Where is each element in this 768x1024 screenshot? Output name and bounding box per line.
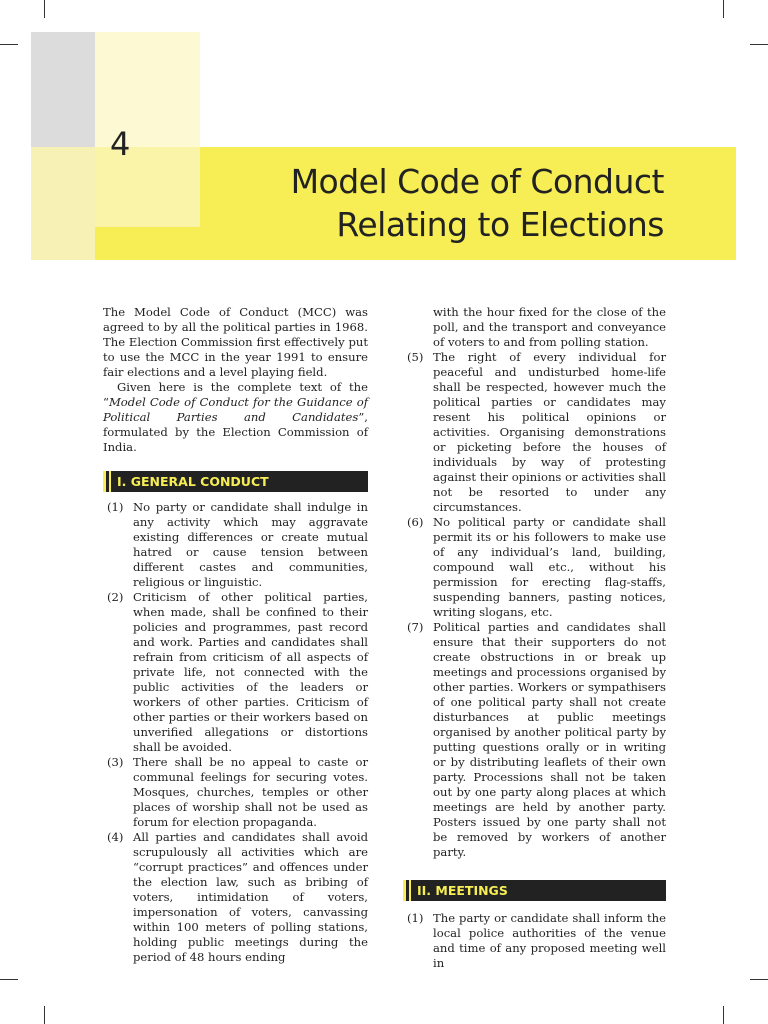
list-number: (1): [407, 911, 424, 925]
list-text: Criticism of other political parties, when made, shall be confined to their policies and programmes, past record and work. Parties and candidates shall refrain from criticism of all aspects of private life, not connected with the public activities of the leaders or workers of other parties. Criticism of other parties or their workers based on unverified allegations or distortions shall be avoided.: [133, 590, 368, 754]
chapter-number: 4: [110, 125, 131, 163]
list-text: Political parties and candidates shall ensure that their supporters do not create obstructions in or break up meetings and processions organised by other parties. Workers or sympathisers of one political party shall not create disturbances at public meetings organised by another political party by putting questions orally or in writing or by distributing leaflets of their own party. Processions shall not be taken out by one party along places at which meetings are held by another party. Posters issued by one party shall not be removed by workers of another party.: [433, 620, 666, 859]
list-number: (7): [407, 620, 424, 634]
list-number: (4): [107, 830, 124, 844]
document-title-italic: Model Code of Conduct for the Guidance of Political Parties and Candidates: [103, 395, 368, 424]
crop-mark: [723, 0, 724, 18]
list-item: [403, 350, 666, 515]
left-column: [103, 305, 368, 965]
list-item: [103, 755, 368, 830]
list-number: (3): [107, 755, 124, 769]
crop-mark: [723, 1006, 724, 1024]
list-text: No political party or candidate shall permit its or his followers to make use of any individual’s land, building, compound wall etc., without his permission for erecting flag-staffs, suspending banners, pasting notices, writing slogans, etc.: [433, 515, 666, 619]
list-item: [403, 620, 666, 860]
crop-mark: [0, 979, 18, 980]
crop-mark: [750, 979, 768, 980]
list-text: There shall be no appeal to caste or communal feelings for securing votes. Mosques, churches, temples or other places of worship shall not be used as forum for election propaganda.: [133, 755, 368, 829]
chapter-title-line: Model Code of Conduct: [290, 162, 664, 201]
intro-paragraph: The Model Code of Conduct (MCC) was agreed to by all the political parties in 1968. The Election Commission first effectively put to use the MCC in the year 1991 to ensure fair elections and a level playing field.: [103, 305, 368, 379]
list-number: (2): [107, 590, 124, 604]
list-number: (6): [407, 515, 424, 529]
list-item: [103, 830, 368, 965]
list-number: (5): [407, 350, 424, 364]
crop-mark: [44, 1006, 45, 1024]
list-text: The party or candidate shall inform the local police authorities of the venue and time of any proposed meeting well in: [433, 911, 666, 970]
general-conduct-list: [103, 500, 368, 965]
chapter-title: [164, 160, 664, 246]
list-text: The right of every individual for peaceful and undisturbed home-life shall be respected, however much the political parties or candidates may resent his political opinions or activities. Organising demonstrations or picketing before the houses of individuals by way of protesting against their opinions or activities shall not be resorted to under any circumstances.: [433, 350, 666, 514]
intro-paragraph: [103, 380, 368, 455]
crop-mark: [44, 0, 45, 18]
list-number: (1): [107, 500, 124, 514]
general-conduct-list-continued: [403, 350, 666, 860]
crop-mark: [0, 44, 18, 45]
list-item-continued: with the hour fixed for the close of the poll, and the transport and conveyance of voters to and from polling station.: [433, 305, 666, 349]
list-item: [403, 911, 666, 971]
section-heading-general-conduct: I. GENERAL CONDUCT: [103, 471, 368, 492]
header-band-grey: [31, 32, 95, 147]
list-item: [103, 500, 368, 590]
meetings-list: [403, 911, 666, 971]
right-column: [403, 305, 666, 971]
section-heading-meetings: II. MEETINGS: [403, 880, 666, 901]
intro-text: ”, formulated by the Election Commission of India.: [103, 410, 368, 454]
list-item: [103, 590, 368, 755]
list-item: [403, 515, 666, 620]
crop-mark: [750, 44, 768, 45]
list-text: No party or candidate shall indulge in any activity which may aggravate existing differences or create mutual hatred or cause tension between different castes and communities, religious or linguistic.: [133, 500, 368, 589]
header-band-pale: [31, 147, 95, 260]
intro-text: Given here is the complete text of the “: [103, 380, 368, 409]
list-text: All parties and candidates shall avoid scrupulously all activities which are “corrupt practices” and offences under the election law, such as bribing of voters, intimidation of voters, impersonation of voters, canvassing within 100 meters of polling stations, holding public meetings during the period of 48 hours ending: [133, 830, 368, 964]
chapter-title-line: Relating to Elections: [336, 205, 664, 244]
